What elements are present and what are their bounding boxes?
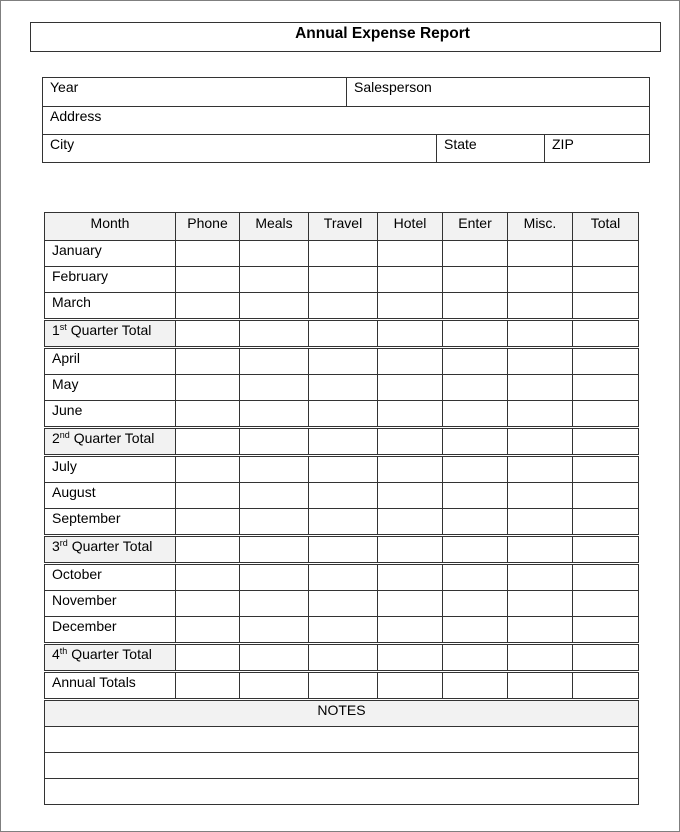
total-cell[interactable] [573,456,639,483]
table-row [45,591,639,617]
quarter-total-row [45,644,639,672]
month-label: April [45,348,176,375]
quarter-suffix: st [59,322,67,332]
meals-cell[interactable] [240,536,309,564]
col-header-hotel: Hotel [378,213,443,241]
table-row [45,348,639,375]
quarter-total-label [45,320,176,348]
phone-cell[interactable] [176,428,240,456]
month-label: June [45,401,176,428]
notes-heading: NOTES [45,700,639,727]
table-row [45,241,639,267]
phone-cell[interactable] [176,241,240,267]
misc-cell[interactable] [508,644,573,672]
state-label: State [444,136,477,152]
notes-line [45,727,639,753]
hotel-cell[interactable] [378,564,443,591]
notes-line [45,753,639,779]
quarter-total-row [45,428,639,456]
month-label: December [45,617,176,644]
total-cell[interactable] [573,401,639,428]
phone-cell[interactable] [176,348,240,375]
travel-cell[interactable] [309,267,378,293]
misc-cell[interactable] [508,672,573,700]
enter-cell[interactable] [443,591,508,617]
hotel-cell[interactable] [378,320,443,348]
col-header-total: Total [573,213,639,241]
state-field[interactable] [436,135,544,162]
phone-cell[interactable] [176,509,240,536]
total-cell[interactable] [573,564,639,591]
misc-cell[interactable] [508,536,573,564]
enter-cell[interactable] [443,644,508,672]
meals-cell[interactable] [240,375,309,401]
col-header-misc: Misc. [508,213,573,241]
meals-cell[interactable] [240,241,309,267]
total-cell[interactable] [573,672,639,700]
meals-cell[interactable] [240,509,309,536]
hotel-cell[interactable] [378,483,443,509]
total-cell[interactable] [573,375,639,401]
hotel-cell[interactable] [378,348,443,375]
hotel-cell[interactable] [378,644,443,672]
hotel-cell[interactable] [378,293,443,320]
total-cell[interactable] [573,509,639,536]
quarter-suffix: rd [59,538,68,548]
col-header-phone: Phone [176,213,240,241]
month-label: September [45,509,176,536]
hotel-cell[interactable] [378,536,443,564]
notes-line-cell[interactable] [45,779,639,805]
city-field[interactable] [43,135,436,162]
annual-totals-row [45,672,639,700]
salesperson-label: Salesperson [354,79,432,95]
misc-cell[interactable] [508,293,573,320]
meals-cell[interactable] [240,644,309,672]
col-header-enter: Enter [443,213,508,241]
total-cell[interactable] [573,536,639,564]
travel-cell[interactable] [309,509,378,536]
enter-cell[interactable] [443,456,508,483]
total-cell[interactable] [573,293,639,320]
annual-totals-label: Annual Totals [45,672,176,700]
misc-cell[interactable] [508,591,573,617]
table-row [45,293,639,320]
enter-cell[interactable] [443,267,508,293]
travel-cell[interactable] [309,617,378,644]
misc-cell[interactable] [508,428,573,456]
phone-cell[interactable] [176,591,240,617]
enter-cell[interactable] [443,617,508,644]
quarter-total-row [45,320,639,348]
table-row [45,617,639,644]
meals-cell[interactable] [240,483,309,509]
zip-label: ZIP [552,136,574,152]
phone-cell[interactable] [176,401,240,428]
enter-cell[interactable] [443,509,508,536]
hotel-cell[interactable] [378,591,443,617]
travel-cell[interactable] [309,428,378,456]
quarter-suffix: th [59,646,68,656]
meals-cell[interactable] [240,401,309,428]
meals-cell[interactable] [240,564,309,591]
hotel-cell[interactable] [378,509,443,536]
address-field[interactable] [43,107,649,134]
table-row [45,401,639,428]
enter-cell[interactable] [443,536,508,564]
enter-cell[interactable] [443,483,508,509]
total-cell[interactable] [573,267,639,293]
month-label: August [45,483,176,509]
phone-cell[interactable] [176,293,240,320]
travel-cell[interactable] [309,401,378,428]
misc-cell[interactable] [508,375,573,401]
col-header-meals: Meals [240,213,309,241]
meals-cell[interactable] [240,348,309,375]
enter-cell[interactable] [443,428,508,456]
quarter-text: Quarter Total [67,538,153,554]
table-row [45,456,639,483]
hotel-cell[interactable] [378,241,443,267]
month-label: February [45,267,176,293]
hotel-cell[interactable] [378,401,443,428]
phone-cell[interactable] [176,536,240,564]
table-row [45,564,639,591]
quarter-text: Quarter Total [66,322,152,338]
travel-cell[interactable] [309,293,378,320]
year-label: Year [50,79,79,95]
enter-cell[interactable] [443,401,508,428]
meals-cell[interactable] [240,617,309,644]
quarter-number: 2 [52,430,60,446]
phone-cell[interactable] [176,375,240,401]
misc-cell[interactable] [508,456,573,483]
phone-cell[interactable] [176,617,240,644]
misc-cell[interactable] [508,509,573,536]
month-label: March [45,293,176,320]
misc-cell[interactable] [508,348,573,375]
travel-cell[interactable] [309,348,378,375]
phone-cell[interactable] [176,672,240,700]
hotel-cell[interactable] [378,456,443,483]
info-row-city [43,135,649,162]
enter-cell[interactable] [443,672,508,700]
travel-cell[interactable] [309,375,378,401]
title-box [30,22,661,52]
phone-cell[interactable] [176,644,240,672]
travel-cell[interactable] [309,320,378,348]
table-row [45,267,639,293]
enter-cell[interactable] [443,293,508,320]
misc-cell[interactable] [508,401,573,428]
meals-cell[interactable] [240,428,309,456]
zip-field[interactable] [544,135,649,162]
travel-cell[interactable] [309,564,378,591]
meals-cell[interactable] [240,672,309,700]
total-cell[interactable] [573,320,639,348]
notes-line-cell[interactable] [45,753,639,779]
quarter-total-row [45,536,639,564]
quarter-total-label [45,644,176,672]
table-row [45,509,639,536]
travel-cell[interactable] [309,591,378,617]
address-label: Address [50,108,102,124]
meals-cell[interactable] [240,591,309,617]
total-cell[interactable] [573,428,639,456]
month-label: November [45,591,176,617]
misc-cell[interactable] [508,564,573,591]
expense-table [44,212,639,805]
notes-line [45,779,639,805]
month-label: July [45,456,176,483]
quarter-text: Quarter Total [67,646,152,662]
year-field[interactable] [43,78,346,106]
travel-cell[interactable] [309,672,378,700]
quarter-number: 3 [52,538,60,554]
total-cell[interactable] [573,644,639,672]
table-row [45,375,639,401]
phone-cell[interactable] [176,320,240,348]
total-cell[interactable] [573,348,639,375]
quarter-total-label [45,428,176,456]
quarter-text: Quarter Total [69,430,155,446]
total-cell[interactable] [573,591,639,617]
travel-cell[interactable] [309,483,378,509]
meals-cell[interactable] [240,320,309,348]
table-row [45,483,639,509]
city-label: City [50,136,75,152]
month-label: May [45,375,176,401]
enter-cell[interactable] [443,564,508,591]
quarter-suffix: nd [59,430,70,440]
misc-cell[interactable] [508,483,573,509]
hotel-cell[interactable] [378,672,443,700]
hotel-cell[interactable] [378,375,443,401]
month-label: January [45,241,176,267]
meals-cell[interactable] [240,267,309,293]
meals-cell[interactable] [240,456,309,483]
info-row-address [43,107,649,135]
col-header-travel: Travel [309,213,378,241]
info-row-year [43,78,649,107]
quarter-total-label [45,536,176,564]
phone-cell[interactable] [176,267,240,293]
total-cell[interactable] [573,241,639,267]
travel-cell[interactable] [309,644,378,672]
phone-cell[interactable] [176,483,240,509]
misc-cell[interactable] [508,617,573,644]
hotel-cell[interactable] [378,617,443,644]
salesperson-field[interactable] [346,78,649,106]
enter-cell[interactable] [443,241,508,267]
hotel-cell[interactable] [378,267,443,293]
phone-cell[interactable] [176,456,240,483]
hotel-cell[interactable] [378,428,443,456]
quarter-number: 4 [52,646,60,662]
misc-cell[interactable] [508,241,573,267]
misc-cell[interactable] [508,320,573,348]
meals-cell[interactable] [240,293,309,320]
travel-cell[interactable] [309,456,378,483]
travel-cell[interactable] [309,536,378,564]
misc-cell[interactable] [508,267,573,293]
page-title: Annual Expense Report [295,25,470,42]
enter-cell[interactable] [443,348,508,375]
quarter-number: 1 [52,322,60,338]
notes-header-row [45,700,639,727]
enter-cell[interactable] [443,320,508,348]
phone-cell[interactable] [176,564,240,591]
travel-cell[interactable] [309,241,378,267]
info-section [42,77,650,163]
col-header-month: Month [45,213,176,241]
enter-cell[interactable] [443,375,508,401]
total-cell[interactable] [573,483,639,509]
table-header-row [45,213,639,241]
total-cell[interactable] [573,617,639,644]
month-label: October [45,564,176,591]
notes-line-cell[interactable] [45,727,639,753]
